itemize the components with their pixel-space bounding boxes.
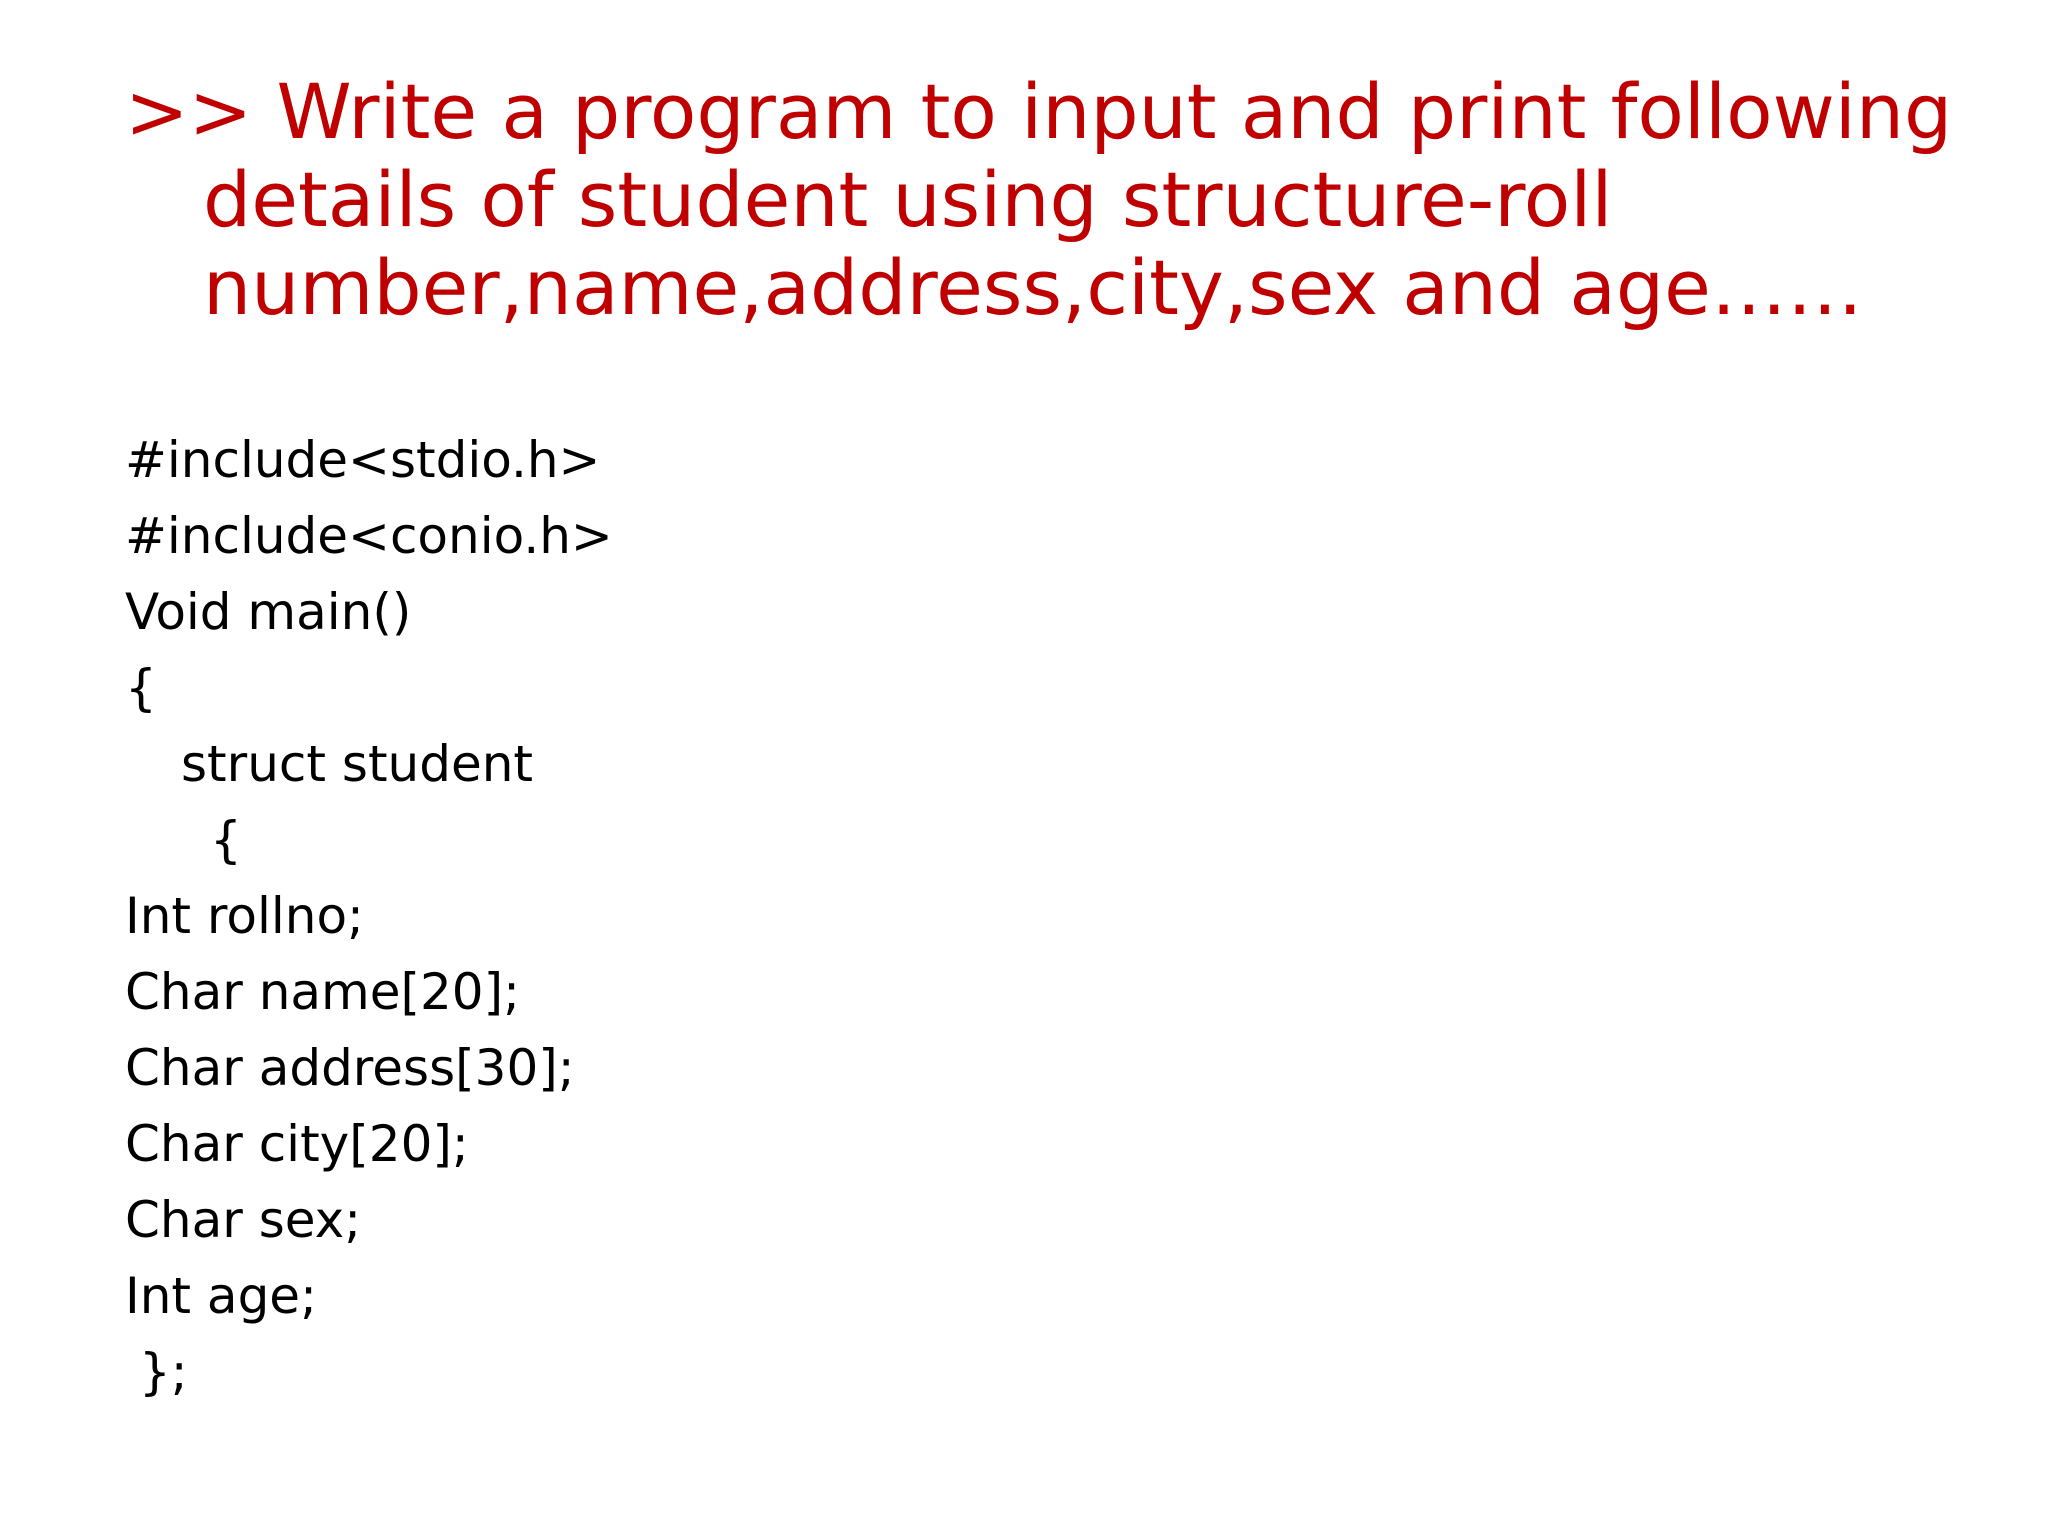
- code-line-struct-student: struct student: [181, 735, 534, 793]
- code-line-open-brace: {: [125, 659, 157, 717]
- code-line-age: Int age;: [125, 1267, 317, 1325]
- title-line-3: number,name,address,city,sex and age……: [203, 243, 1863, 332]
- code-block: [125, 422, 1525, 1410]
- code-line-rollno: Int rollno;: [125, 887, 364, 945]
- code-line-include-stdio: #include<stdio.h>: [125, 431, 601, 489]
- code-line-city: Char city[20];: [125, 1115, 469, 1173]
- code-line-struct-open-brace: {: [210, 811, 242, 869]
- code-line-sex: Char sex;: [125, 1191, 362, 1249]
- title-line-1: >> Write a program to input and print following: [125, 67, 1953, 156]
- slide-title: [125, 68, 1985, 332]
- code-line-main: Void main(): [125, 583, 412, 641]
- code-line-include-conio: #include<conio.h>: [125, 507, 613, 565]
- code-line-address: Char address[30];: [125, 1039, 575, 1097]
- code-line-name: Char name[20];: [125, 963, 520, 1021]
- code-line-struct-close: };: [139, 1343, 188, 1401]
- title-line-2: details of student using structure-roll: [203, 155, 1613, 244]
